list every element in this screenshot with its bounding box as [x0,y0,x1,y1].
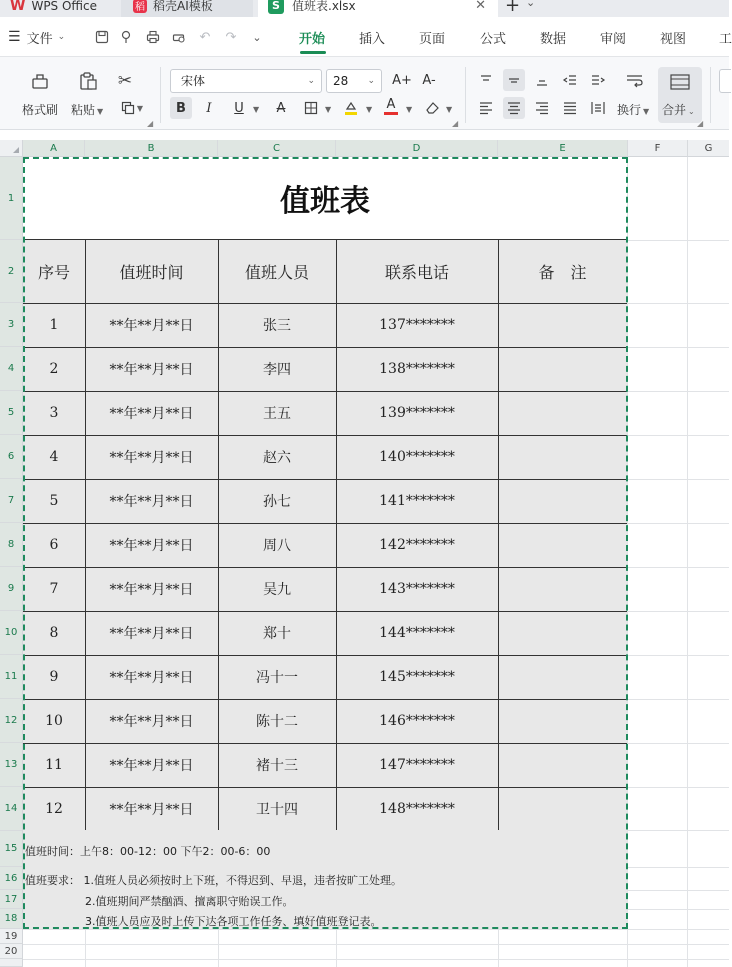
align-left-button[interactable] [475,97,497,119]
table-cell-phone[interactable]: 138******* [379,361,455,377]
table-header-phone[interactable]: 联系电话 [384,263,449,282]
align-center-button[interactable] [503,97,525,119]
table-cell-person[interactable]: 赵六 [263,450,291,466]
justify-button[interactable] [559,97,581,119]
table-header-person[interactable]: 值班人员 [244,263,309,282]
table-header-index[interactable]: 序号 [37,263,70,282]
table-cell-notes[interactable] [498,655,627,699]
format-painter-label[interactable]: 格式刷 [22,103,59,117]
merge-cells-label: 合并 [662,103,687,117]
sheet-title-cell[interactable]: 值班表 [23,157,627,240]
table-cell-notes[interactable] [498,699,627,743]
table-cell-person[interactable]: 孙七 [263,494,291,510]
chevron-down-icon: ⌄ [367,76,375,86]
table-cell-person[interactable]: 卫十四 [256,801,298,818]
table-cell-date[interactable]: **年**月**日 [109,582,194,598]
tab-wps-office-label: WPS Office [31,0,98,13]
font-dialog-launcher-icon[interactable]: ◢ [452,119,459,128]
table-cell-person[interactable]: 王五 [263,406,291,422]
spreadsheet-grid[interactable] [23,157,729,967]
font-color-letter: A [386,96,396,112]
row-header-10[interactable]: 10 [0,611,23,655]
table-cell-person[interactable]: 褚十三 [256,758,298,774]
table-cell-phone[interactable]: 146******* [379,713,455,729]
grow-font-button[interactable]: A+ [392,72,412,88]
gridline [23,929,729,930]
table-cell-phone[interactable]: 147******* [379,757,455,773]
print-icon[interactable] [145,29,161,45]
gridline [336,929,337,967]
duty-requirement-note[interactable]: 值班要求： 1.值班人员必须按时上下班，不得迟到、早退，违者按旷工处理。 [25,874,402,887]
row-header-11[interactable]: 11 [0,655,23,699]
tab-wps-office[interactable] [10,0,116,17]
active-tab-indicator [300,51,326,54]
table-cell-notes[interactable] [498,611,627,655]
table-cell-date[interactable]: **年**月**日 [109,494,194,510]
font-family-value: 宋体 [181,74,206,88]
chevron-down-icon: ⌄ [688,107,695,116]
chevron-down-icon[interactable]: ▼ [446,105,453,114]
gridline [687,157,688,967]
table-cell-index[interactable]: 12 [45,800,63,817]
row-header-20[interactable]: 20 [0,944,23,959]
tab-review[interactable]: 审阅 [600,31,627,47]
tab-file-label: 值班表.xlsx [292,0,356,13]
chevron-down-icon: ▼ [97,107,104,116]
table-cell-person[interactable]: 吴九 [263,582,291,598]
decrease-indent-button[interactable] [559,69,581,91]
strikethrough-button[interactable]: A [276,100,286,116]
window-tab-bar [0,0,729,17]
close-icon[interactable]: ✕ [475,0,486,13]
wps-logo-icon: W [10,0,26,14]
font-color-button[interactable] [380,95,402,117]
table-cell-phone[interactable]: 141******* [379,493,455,509]
undo-icon[interactable]: ↶ [199,29,211,45]
table-cell-person[interactable]: 郑十 [263,626,291,642]
align-top-button[interactable] [475,69,497,91]
row-header-17[interactable]: 17 [0,890,23,909]
align-left-icon [479,101,493,115]
wrap-text-button[interactable] [617,101,649,118]
wrap-text-label: 换行 [617,103,642,117]
menu-bar [0,17,732,57]
table-cell-index[interactable]: 9 [49,669,59,685]
new-tab-button[interactable]: + [505,0,521,16]
table-cell-notes[interactable] [498,391,627,435]
fill-color-button[interactable] [340,97,362,119]
copy-icon [121,101,135,115]
outdent-icon [563,73,577,87]
table-cell-phone[interactable]: 142******* [379,537,455,553]
tab-view[interactable]: 视图 [660,31,687,47]
gridline [23,944,729,945]
font-color-swatch [384,112,398,115]
save-icon[interactable] [94,29,110,45]
file-menu-button[interactable] [8,17,65,57]
export-icon[interactable] [119,29,135,45]
chevron-down-icon[interactable]: ▼ [325,105,332,114]
table-cell-phone[interactable]: 140******* [379,449,455,465]
shrink-font-button[interactable]: A- [422,72,436,88]
table-cell-date[interactable]: **年**月**日 [109,406,194,422]
table-cell-date[interactable]: **年**月**日 [109,670,194,686]
table-cell-index[interactable]: 10 [45,713,63,729]
table-cell-date[interactable]: **年**月**日 [109,758,194,774]
font-size-select[interactable] [326,69,382,93]
duty-requirement-note[interactable]: 3.值班人员应及时上传下达各项工作任务、填好值班登记表。 [85,915,382,928]
row-header-4[interactable]: 4 [0,347,23,391]
row-header-18[interactable]: 18 [0,909,23,929]
select-all-corner[interactable] [0,140,23,157]
table-cell-notes[interactable] [498,479,627,523]
bold-button[interactable]: B [170,97,192,119]
table-cell-index[interactable]: 5 [49,493,59,509]
font-family-select[interactable] [170,69,322,93]
duty-hours-note[interactable]: 值班时间：上午8：00-12：00 下午2：00-6：00 [25,845,271,858]
chevron-down-icon[interactable]: ▼ [366,105,373,114]
align-bottom-button[interactable] [531,69,553,91]
row-header-8[interactable]: 8 [0,523,23,567]
table-cell-person[interactable]: 陈十二 [256,714,298,730]
align-right-icon [535,101,549,115]
table-cell-notes[interactable] [498,523,627,567]
increase-indent-button[interactable] [587,69,609,91]
row-header-14[interactable]: 14 [0,787,23,831]
spreadsheet-icon: S [268,0,284,14]
gridline [627,157,628,967]
alignment-dialog-launcher-icon[interactable]: ◢ [697,119,704,128]
chevron-down-icon: ⌄ [57,32,66,42]
paste-label[interactable] [71,101,103,118]
row-header-7[interactable]: 7 [0,479,23,523]
tab-file[interactable] [258,0,498,17]
row-header-5[interactable]: 5 [0,391,23,435]
table-cell-notes[interactable] [498,303,627,347]
table-cell-notes[interactable] [498,743,627,787]
table-cell-index[interactable]: 2 [49,361,59,377]
underline-button[interactable]: U [234,100,244,116]
table-cell-phone[interactable]: 137******* [379,317,455,333]
row-header-3[interactable]: 3 [0,303,23,347]
ribbon-separator [710,67,711,123]
column-header-g[interactable]: G [688,140,729,157]
table-cell-date[interactable]: **年**月**日 [109,626,194,642]
tab-insert[interactable]: 插入 [359,31,386,47]
table-cell-notes[interactable] [498,567,627,611]
table-cell-date[interactable]: **年**月**日 [109,538,194,554]
align-top-icon [479,73,493,87]
align-middle-button[interactable] [503,69,525,91]
table-cell-index[interactable]: 7 [49,581,59,597]
chevron-down-icon[interactable]: ⌄ [526,0,536,9]
table-cell-phone[interactable]: 148******* [379,800,455,817]
chevron-down-icon: ▼ [136,103,144,113]
column-header-a[interactable]: A [23,140,85,157]
tab-template[interactable] [121,0,253,17]
table-cell-index[interactable]: 8 [49,625,59,641]
table-cell-index[interactable]: 11 [45,757,63,773]
table-header-notes[interactable]: 备 注 [538,263,587,282]
row-header-2[interactable]: 2 [0,240,23,303]
clear-format-button[interactable] [421,97,443,119]
print-preview-icon[interactable] [171,29,187,45]
merge-cells-icon[interactable] [668,71,692,93]
table-cell-date[interactable]: **年**月**日 [109,714,194,730]
row-header-16[interactable]: 16 [0,867,23,890]
row-header-13[interactable]: 13 [0,743,23,787]
gridline [218,929,219,967]
chevron-down-icon[interactable]: ▼ [253,105,260,114]
redo-icon[interactable]: ↷ [225,29,237,45]
gridline [23,959,729,960]
align-middle-icon [507,73,521,87]
table-cell-date[interactable]: **年**月**日 [109,362,194,378]
table-cell-notes[interactable] [498,787,627,830]
tab-data[interactable]: 数据 [540,31,567,47]
docer-logo-icon: 稻 [133,0,147,13]
tab-tools[interactable]: 工 [719,31,732,47]
chevron-down-icon[interactable]: ▼ [406,105,413,114]
table-cell-date[interactable]: **年**月**日 [109,450,194,466]
tab-formula[interactable]: 公式 [480,31,507,47]
ribbon-toolbar [0,57,729,130]
justify-icon [563,101,577,115]
distributed-align-button[interactable] [587,97,609,119]
column-header-d[interactable]: D [336,140,498,157]
tab-home[interactable]: 开始 [299,31,326,47]
eraser-icon [424,100,440,116]
table-header-date[interactable]: 值班时间 [119,263,184,282]
table-cell-notes[interactable] [498,347,627,391]
row-header-21[interactable] [0,959,23,967]
table-cell-date[interactable]: **年**月**日 [109,801,194,818]
align-center-icon [507,101,521,115]
row-header-1[interactable]: 1 [0,157,23,240]
table-cell-index[interactable]: 3 [49,405,59,421]
duty-requirement-note[interactable]: 2.值班期间严禁酗酒、擅离职守贻误工作。 [85,895,294,908]
chevron-down-icon[interactable]: ⌄ [252,30,262,44]
row-header-9[interactable]: 9 [0,567,23,611]
ribbon-separator [160,67,161,123]
column-header-f[interactable]: F [628,140,688,157]
align-right-button[interactable] [531,97,553,119]
align-bottom-icon [535,73,549,87]
borders-button[interactable] [300,97,322,119]
italic-button[interactable]: I [206,100,212,116]
table-cell-phone[interactable]: 143******* [379,581,455,597]
table-cell-phone[interactable]: 144******* [379,625,455,641]
row-header-12[interactable]: 12 [0,699,23,743]
table-cell-phone[interactable]: 139******* [379,405,455,421]
table-cell-person[interactable]: 周八 [263,538,291,554]
clipboard-dialog-launcher-icon[interactable]: ◢ [147,119,154,128]
cell-style-select[interactable] [719,69,731,93]
fill-color-icon [343,100,359,116]
table-cell-date[interactable]: **年**月**日 [109,318,194,334]
table-cell-notes[interactable] [498,435,627,479]
wrap-text-icon[interactable] [623,69,647,91]
gridline [498,929,499,967]
table-cell-person[interactable]: 冯十一 [256,670,298,686]
ribbon-separator [465,67,466,123]
table-cell-person[interactable]: 张三 [263,318,291,334]
table-cell-index[interactable]: 4 [49,449,59,465]
paste-icon[interactable] [76,69,100,93]
copy-button[interactable] [115,97,149,119]
hamburger-icon: ☰ [8,29,21,45]
indent-icon [591,73,605,87]
table-cell-phone[interactable]: 145******* [379,669,455,685]
table-cell-index[interactable]: 6 [49,537,59,553]
column-header-c[interactable]: C [218,140,336,157]
cut-icon[interactable]: ✂ [117,71,133,91]
distributed-icon [591,101,605,115]
format-painter-icon[interactable] [28,69,52,93]
row-header-15[interactable]: 15 [0,831,23,867]
file-menu-label: 文件 [26,31,53,47]
borders-icon [304,101,318,115]
chevron-down-icon: ▼ [643,107,650,116]
row-header-6[interactable]: 6 [0,435,23,479]
tab-page[interactable]: 页面 [419,31,446,47]
select-all-triangle-icon [13,147,19,153]
font-size-value: 28 [333,74,349,88]
column-header-b[interactable]: B [85,140,218,157]
table-cell-index[interactable]: 1 [49,317,59,333]
paste-text: 粘贴 [71,103,96,117]
merge-cells-label-wrap[interactable] [662,101,695,118]
column-header-e[interactable]: E [498,140,628,157]
tab-template-label: 稻壳AI模板 [153,0,213,13]
table-cell-person[interactable]: 李四 [263,362,291,378]
row-header-19[interactable]: 19 [0,929,23,944]
chevron-down-icon: ⌄ [307,76,315,86]
gridline [85,929,86,967]
